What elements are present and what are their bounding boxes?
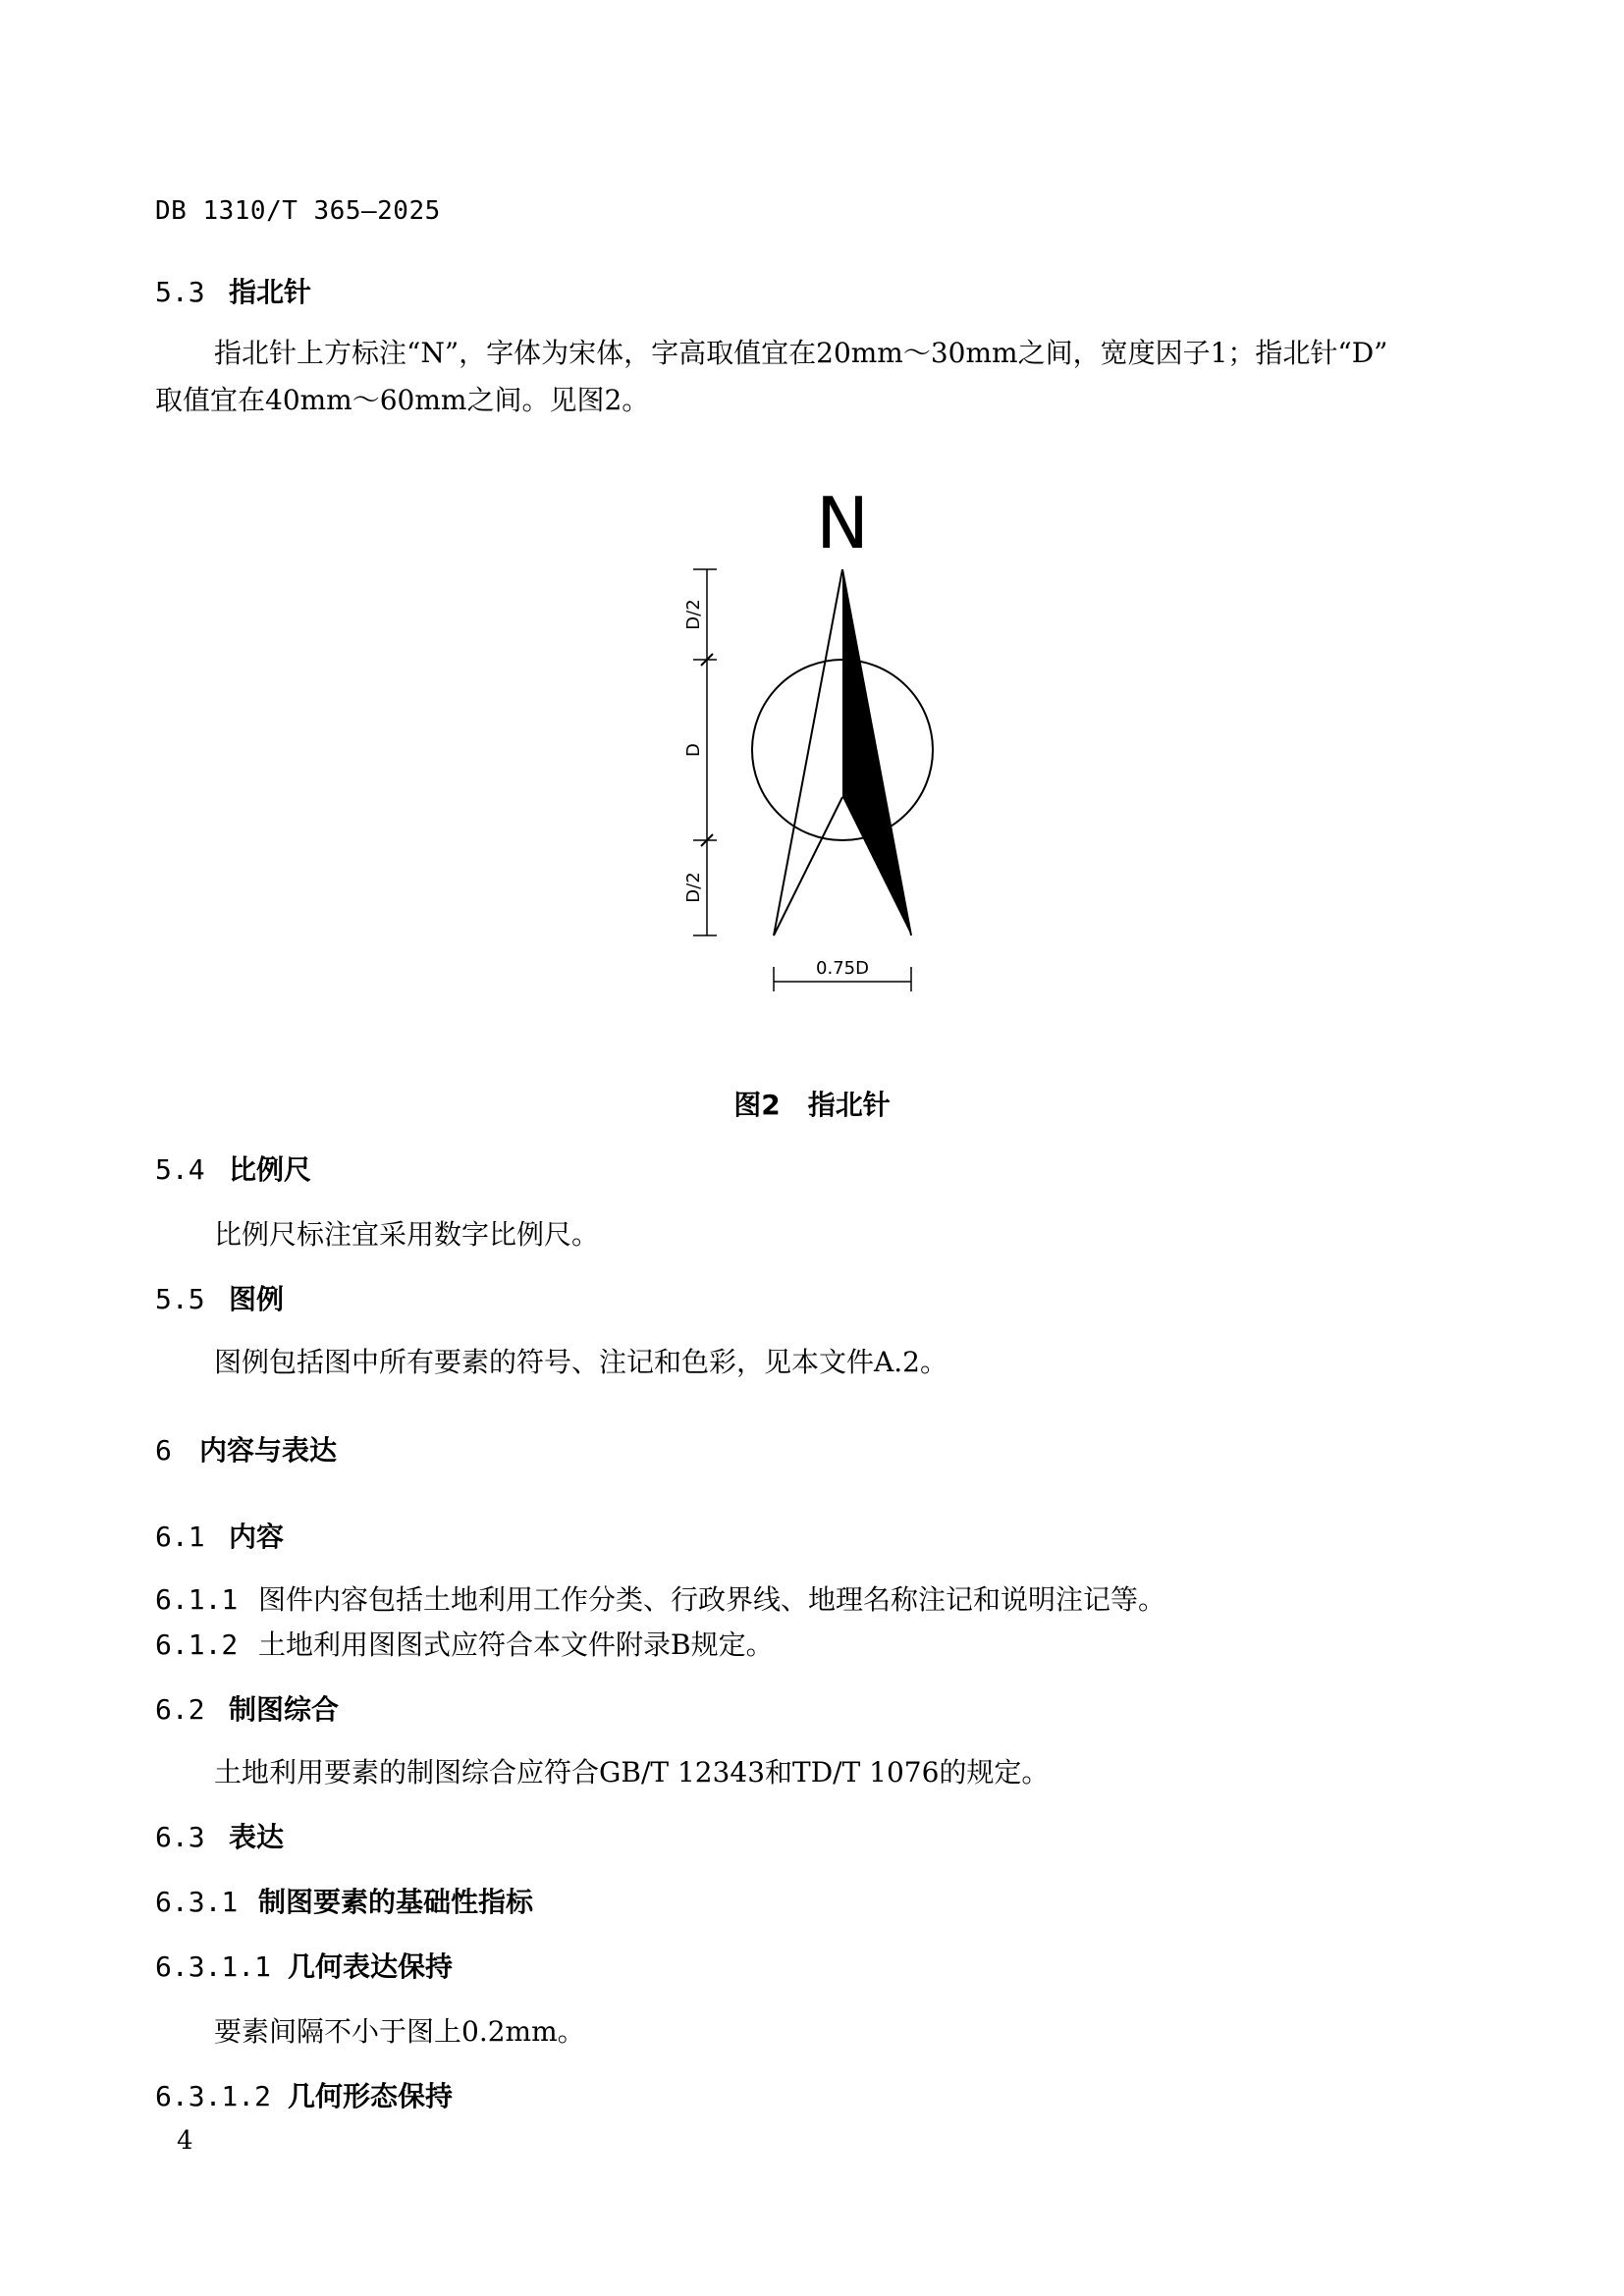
section-5-5-paragraph: 图例包括图中所有要素的符号、注记和色彩，见本文件A.2。 bbox=[214, 1346, 947, 1378]
section-6-2-paragraph: 土地利用要素的制图综合应符合GB/T 12343和TD/T 1076的规定。 bbox=[214, 1756, 1050, 1789]
section-number: 6.1 bbox=[155, 1521, 205, 1553]
section-title: 内容与表达 bbox=[199, 1434, 338, 1467]
section-title: 制图要素的基础性指标 bbox=[258, 1886, 534, 1918]
dim-label-top: D/2 bbox=[683, 599, 704, 630]
section-5-4-heading bbox=[155, 1148, 311, 1188]
section-6-1-heading bbox=[155, 1516, 284, 1555]
north-arrow-figure bbox=[628, 461, 982, 1011]
section-title: 表达 bbox=[229, 1821, 285, 1853]
section-number: 6.3.1.2 bbox=[155, 2080, 272, 2112]
section-6-heading bbox=[155, 1429, 337, 1468]
section-5-3-paragraph-line1: 指北针上方标注“N”，字体为宋体，字高取值宜在20mm～30mm之间，宽度因子1；指北针“D” bbox=[214, 337, 1388, 369]
section-5-4-paragraph: 比例尺标注宜采用数字比例尺。 bbox=[214, 1218, 600, 1251]
item-text: 土地利用图图式应符合本文件附录B规定。 bbox=[258, 1629, 774, 1661]
item-text: 图件内容包括土地利用工作分类、行政界线、地理名称注记和说明注记等。 bbox=[258, 1583, 1166, 1616]
section-5-3-heading bbox=[155, 271, 311, 310]
section-number: 6.3.1.1 bbox=[155, 1950, 272, 1983]
section-5-5-heading bbox=[155, 1278, 284, 1317]
section-number: 6.2 bbox=[155, 1693, 205, 1726]
item-6-1-1 bbox=[155, 1578, 1165, 1618]
section-6-3-1-heading bbox=[155, 1881, 533, 1920]
section-title: 制图综合 bbox=[229, 1693, 340, 1726]
section-number: 6.3.1 bbox=[155, 1886, 239, 1918]
figure-number: 图2 bbox=[733, 1089, 781, 1121]
section-number: 5.4 bbox=[155, 1153, 205, 1186]
section-number: 5.5 bbox=[155, 1283, 205, 1315]
arrow-outline-half bbox=[774, 569, 842, 935]
section-6-3-heading bbox=[155, 1816, 284, 1855]
section-title: 指北针 bbox=[229, 276, 312, 308]
figure-caption bbox=[0, 1084, 1624, 1123]
section-number: 5.3 bbox=[155, 276, 205, 308]
section-title: 比例尺 bbox=[229, 1153, 312, 1186]
dim-label-width: 0.75D bbox=[816, 958, 869, 979]
section-title: 内容 bbox=[229, 1521, 285, 1553]
section-title: 几何表达保持 bbox=[288, 1950, 454, 1983]
section-6-2-heading bbox=[155, 1688, 339, 1728]
item-number: 6.1.2 bbox=[155, 1629, 239, 1661]
page-number: 4 bbox=[177, 2126, 193, 2156]
dim-label-bottom: D/2 bbox=[683, 872, 704, 903]
section-number: 6 bbox=[155, 1434, 172, 1467]
item-number: 6.1.1 bbox=[155, 1583, 239, 1616]
north-label: N bbox=[816, 482, 869, 564]
section-title: 几何形态保持 bbox=[288, 2080, 454, 2112]
section-5-3-paragraph-line2: 取值宜在40mm～60mm之间。见图2。 bbox=[155, 384, 650, 416]
section-6-3-1-2-heading bbox=[155, 2075, 453, 2114]
section-number: 6.3 bbox=[155, 1821, 205, 1853]
item-6-1-2 bbox=[155, 1624, 774, 1663]
section-6-3-1-1-paragraph: 要素间隔不小于图上0.2mm。 bbox=[214, 2015, 585, 2048]
dim-label-middle: D bbox=[683, 743, 704, 757]
section-title: 图例 bbox=[229, 1283, 285, 1315]
section-6-3-1-1-heading bbox=[155, 1946, 453, 1985]
figure-title: 指北针 bbox=[807, 1089, 891, 1121]
document-code: DB 1310/T 365—2025 bbox=[155, 196, 441, 226]
